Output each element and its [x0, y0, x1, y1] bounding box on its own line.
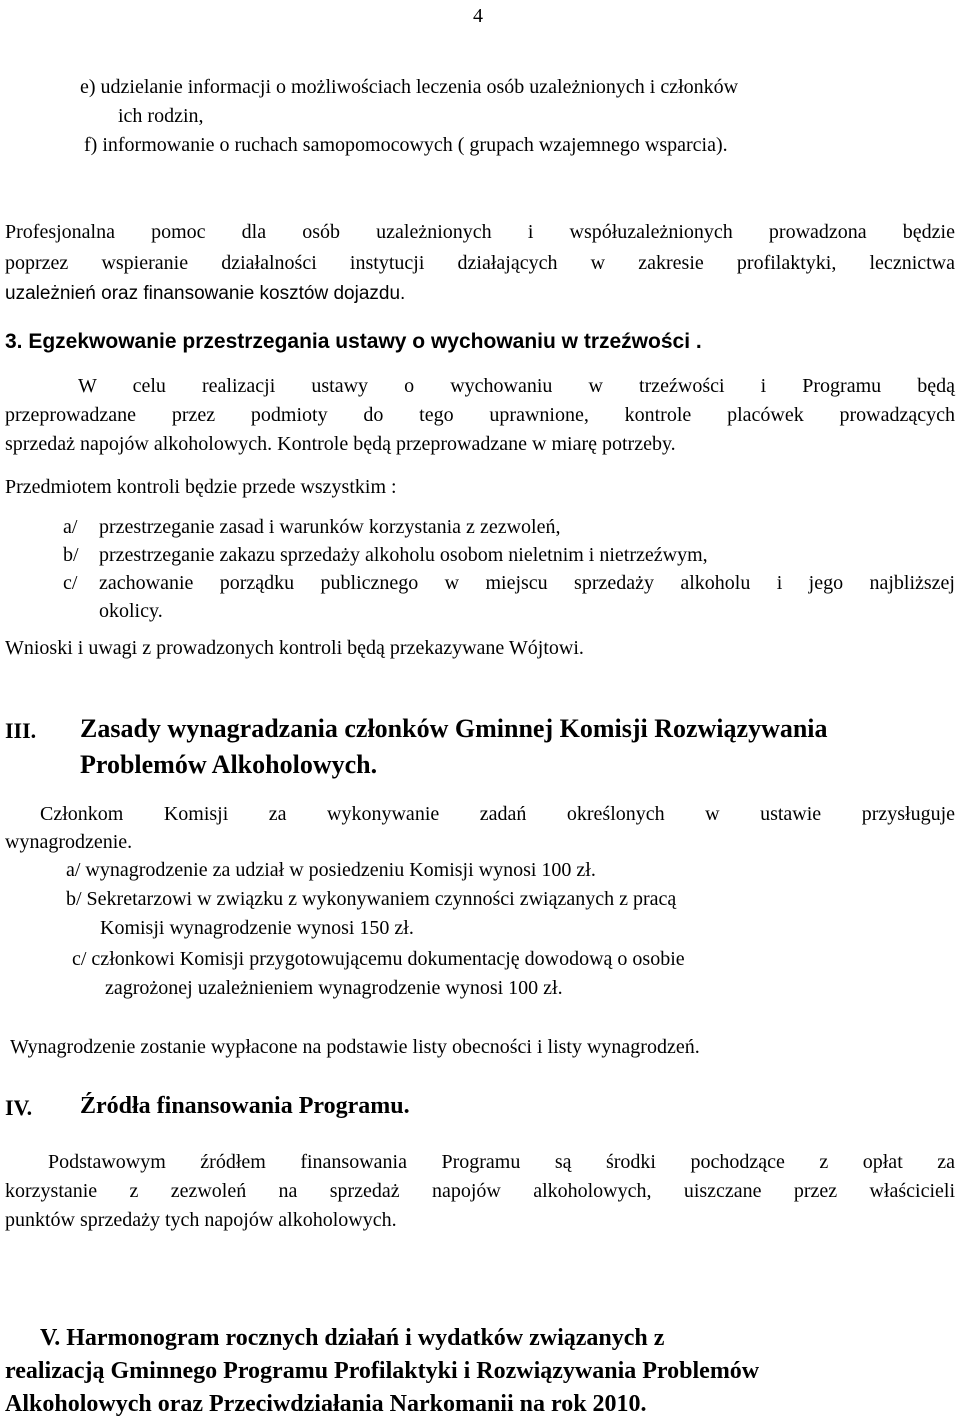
- paragraph-line: punktów sprzedaży tych napojów alkoholowych.: [5, 1209, 397, 1231]
- remuneration-item-b-continuation: Komisji wynagrodzenie wynosi 150 zł.: [100, 917, 414, 939]
- section-title: V. Harmonogram rocznych działań i wydatków związanych z: [40, 1325, 665, 1351]
- list-item: przestrzeganie zasad i warunków korzystania z zezwoleń,: [99, 516, 561, 538]
- paragraph-line: wynagrodzenie.: [5, 831, 133, 853]
- paragraph-line: poprzez wspieranie działalności instytucji działających w zakresie profilaktyki, lecznictwa: [5, 252, 955, 274]
- page-number: 4: [473, 5, 483, 27]
- paragraph-line: Profesjonalna pomoc dla osób uzależnionych i współuzależnionych prowadzona będzie: [5, 221, 955, 243]
- list-marker: b/: [63, 544, 79, 566]
- section-title-continuation: Problemów Alkoholowych.: [80, 750, 378, 779]
- paragraph-line: Członkom Komisji za wykonywanie zadań określonych w ustawie przysługuje: [40, 803, 955, 825]
- list-marker: a/: [63, 516, 78, 538]
- subject-intro: Przedmiotem kontroli będzie przede wszystkim :: [5, 476, 397, 498]
- payment-note: Wynagrodzenie zostanie wypłacone na podstawie listy obecności i listy wynagrodzeń.: [10, 1036, 700, 1058]
- list-item: przestrzeganie zakazu sprzedaży alkoholu osobom nieletnim i nietrzeźwym,: [99, 544, 708, 566]
- paragraph-line: W celu realizacji ustawy o wychowaniu w trzeźwości i Programu będą: [78, 375, 955, 397]
- list-item-e: e) udzielanie informacji o możliwościach leczenia osób uzależnionych i członków: [80, 76, 739, 98]
- list-marker: c/: [63, 572, 78, 594]
- section-numeral: III.: [5, 718, 37, 743]
- conclusion: Wnioski i uwagi z prowadzonych kontroli będą przekazywane Wójtowi.: [5, 637, 584, 659]
- section-title: Źródła finansowania Programu.: [80, 1093, 410, 1119]
- paragraph-line: przeprowadzane przez podmioty do tego uprawnione, kontrole placówek prowadzących: [5, 404, 955, 426]
- section-heading: 3. Egzekwowanie przestrzegania ustawy o wychowaniu w trzeźwości .: [5, 330, 702, 353]
- paragraph-line: uzależnień oraz finansowanie kosztów dojazdu.: [5, 283, 406, 304]
- section-title: Zasady wynagradzania członków Gminnej Komisji Rozwiązywania: [80, 714, 828, 743]
- list-item-f: f) informowanie o ruchach samopomocowych ( grupach wzajemnego wsparcia).: [84, 134, 728, 156]
- remuneration-item-c: c/ członkowi Komisji przygotowującemu dokumentację dowodową o osobie: [72, 948, 685, 970]
- section-title-continuation: Alkoholowych oraz Przeciwdziałania Narkomanii na rok 2010.: [5, 1391, 647, 1417]
- remuneration-item-a: a/ wynagrodzenie za udział w posiedzeniu Komisji wynosi 100 zł.: [66, 859, 596, 881]
- list-item: zachowanie porządku publicznego w miejscu sprzedaży alkoholu i jego najbliższej: [99, 572, 955, 594]
- paragraph-line: Podstawowym źródłem finansowania Programu są środki pochodzące z opłat za: [48, 1151, 955, 1173]
- remuneration-item-b: b/ Sekretarzowi w związku z wykonywaniem czynności związanych z pracą: [66, 888, 677, 910]
- section-title-continuation: realizacją Gminnego Programu Profilaktyki i Rozwiązywania Problemów: [5, 1358, 760, 1384]
- list-item-e-continuation: ich rodzin,: [118, 105, 204, 127]
- paragraph-line: korzystanie z zezwoleń na sprzedaż napojów alkoholowych, uiszczane przez właścicieli: [5, 1180, 955, 1202]
- list-item-continuation: okolicy.: [99, 600, 163, 622]
- paragraph-line: sprzedaż napojów alkoholowych. Kontrole będą przeprowadzane w miarę potrzeby.: [5, 433, 676, 455]
- remuneration-item-c-continuation: zagrożonej uzależnieniem wynagrodzenie wynosi 100 zł.: [105, 977, 563, 999]
- section-numeral: IV.: [5, 1095, 33, 1120]
